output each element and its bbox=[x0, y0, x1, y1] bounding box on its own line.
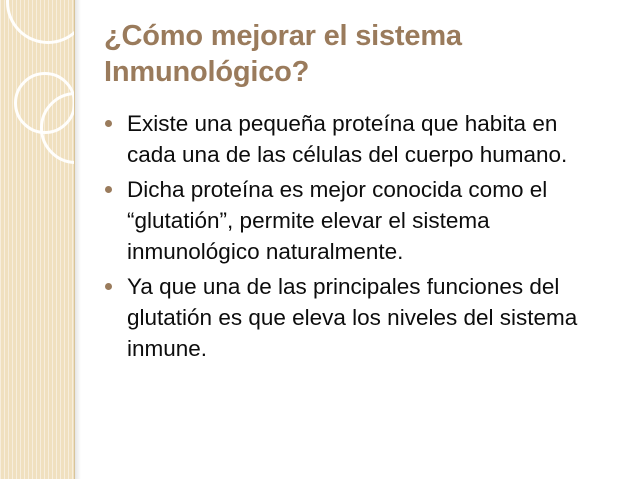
bullet-dot-icon bbox=[105, 283, 112, 290]
list-item-text: Existe una pequeña proteína que habita en cada una de las células del cuerpo humano. bbox=[127, 111, 568, 167]
list-item bbox=[100, 271, 600, 364]
decorative-left-band bbox=[0, 0, 75, 479]
slide-content bbox=[100, 0, 622, 479]
list-item bbox=[100, 174, 600, 267]
list-item bbox=[100, 108, 600, 170]
band-shadow bbox=[75, 0, 81, 479]
list-item-text: Dicha proteína es mejor conocida como el “glutatión”, permite elevar el sistema inmunológico naturalmente. bbox=[127, 177, 548, 264]
bullet-dot-icon bbox=[105, 186, 112, 193]
bullet-dot-icon bbox=[105, 120, 112, 127]
list-item-text: Ya que una de las principales funciones del glutatión es que eleva los niveles del sistema inmune. bbox=[127, 274, 578, 361]
bullet-list bbox=[100, 108, 600, 368]
slide-title: ¿Cómo mejorar el sistema Inmunológico? bbox=[104, 20, 462, 88]
